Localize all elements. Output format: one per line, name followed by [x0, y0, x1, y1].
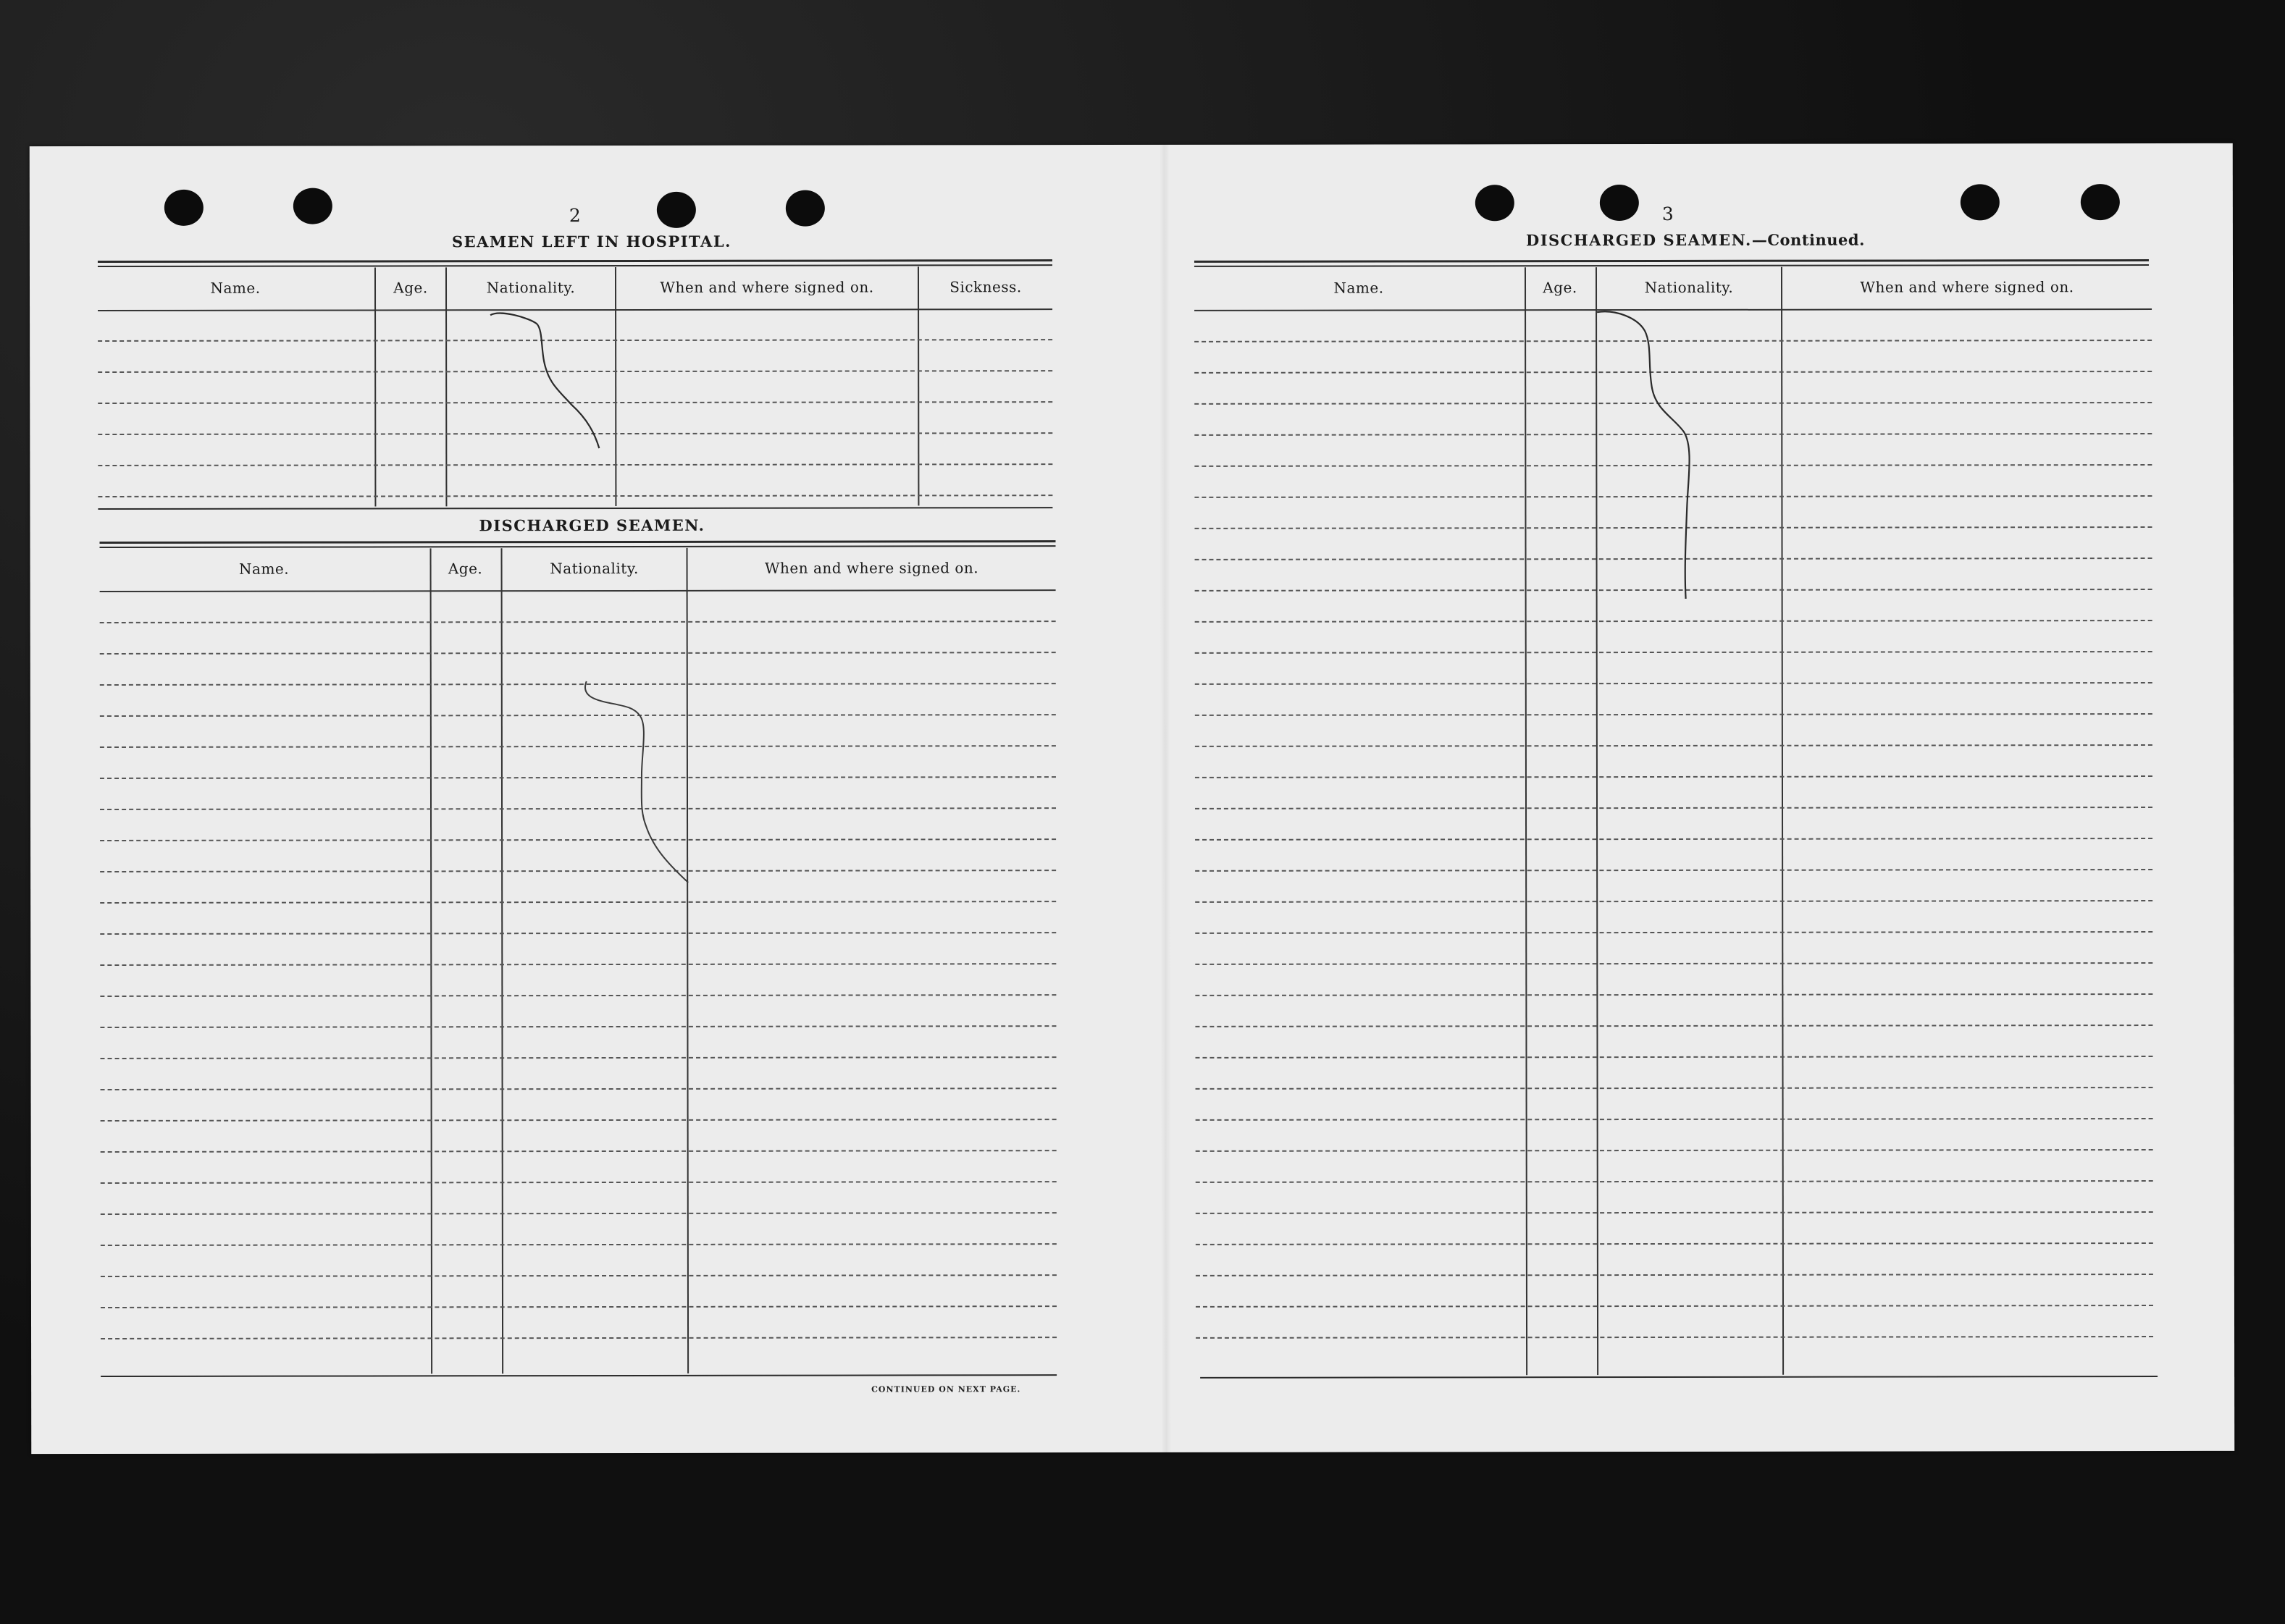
- ruled-line: [1195, 993, 2152, 996]
- ruled-line: [1195, 713, 2152, 716]
- ruled-line: [1195, 900, 2152, 903]
- ruled-line: [101, 1119, 1057, 1122]
- hospital-section-title: SEAMEN LEFT IN HOSPITAL.: [451, 232, 731, 251]
- punch-hole: [164, 190, 204, 226]
- ledger-sheet: [30, 143, 2235, 1454]
- punch-hole: [1961, 184, 2000, 220]
- ruled-line: [101, 1212, 1057, 1215]
- ruled-line: [1195, 869, 2152, 872]
- ruled-line: [100, 807, 1056, 810]
- ruled-line: [100, 1025, 1056, 1028]
- ruled-line: [100, 1056, 1056, 1059]
- hospital-col-sickness: Sickness.: [949, 278, 1022, 296]
- hospital-top-rule: [98, 259, 1052, 263]
- discharged-col-signed-on: When and where signed on.: [764, 559, 979, 577]
- ruled-line: [1195, 1056, 2152, 1059]
- ruled-line: [1196, 1118, 2153, 1121]
- punch-hole: [1600, 185, 1639, 221]
- ruled-line: [100, 683, 1056, 686]
- pen-stroke-mark: [581, 674, 741, 1080]
- center-fold: [1160, 145, 1172, 1452]
- discharged-col-age: Age.: [448, 560, 483, 578]
- ruled-line: [1195, 838, 2152, 841]
- punch-hole: [786, 190, 825, 227]
- ruled-line: [1196, 1180, 2153, 1183]
- ruled-line: [101, 1243, 1057, 1246]
- hospital-col-nationality: Nationality.: [486, 279, 576, 297]
- discharged-section-title: DISCHARGED SEAMEN.: [479, 516, 705, 535]
- ruled-line: [1196, 1149, 2153, 1152]
- ruled-line: [100, 620, 1056, 623]
- right-top-rule: [1194, 259, 2149, 263]
- discharged-continued-title: [1478, 230, 1913, 249]
- ruled-line: [101, 1337, 1057, 1339]
- ruled-line: [1195, 1025, 2152, 1027]
- discharged-bottom-rule: [101, 1374, 1057, 1377]
- ruled-line: [100, 901, 1056, 904]
- ruled-line: [1196, 1242, 2153, 1245]
- discharged-col-name: Name.: [238, 560, 290, 578]
- ruled-line: [100, 994, 1056, 997]
- ruled-line: [1195, 775, 2152, 778]
- ruled-line: [101, 1181, 1057, 1184]
- right-col-nationality: Nationality.: [1644, 278, 1734, 297]
- hospital-bottom-rule: [98, 507, 1052, 510]
- ruled-line: [100, 870, 1056, 872]
- ruled-line: [1196, 1305, 2153, 1308]
- pen-stroke-mark: [486, 311, 653, 499]
- ruled-line: [100, 932, 1056, 935]
- pen-stroke-mark: [1594, 309, 1740, 657]
- hospital-col-name: Name.: [210, 279, 261, 297]
- discharged-top-rule: [100, 540, 1056, 544]
- ruled-line: [1195, 682, 2152, 685]
- page-number-right: 3: [1661, 203, 1674, 224]
- ruled-line: [1196, 1087, 2153, 1090]
- ruled-line: [101, 1305, 1057, 1308]
- ruled-line: [1195, 807, 2152, 809]
- right-col-signed-on: When and where signed on.: [1860, 278, 2074, 296]
- ruled-line: [100, 838, 1056, 841]
- ruled-line: [100, 776, 1056, 779]
- ruled-line: [1195, 931, 2152, 934]
- ruled-line: [100, 652, 1056, 655]
- ruled-line: [1195, 744, 2152, 747]
- punch-hole: [657, 192, 696, 228]
- discharged-continued-title-suffix: —Continued.: [1751, 230, 1865, 249]
- punch-hole: [1475, 185, 1514, 221]
- ruled-line: [1196, 1211, 2153, 1214]
- ruled-line: [101, 1087, 1057, 1090]
- punch-hole: [293, 188, 332, 224]
- ruled-line: [101, 1150, 1057, 1153]
- discharged-continued-title-main: DISCHARGED SEAMEN.: [1525, 230, 1752, 250]
- ruled-line: [101, 1274, 1057, 1277]
- punch-hole: [2081, 184, 2120, 220]
- discharged-table: [100, 547, 1057, 1374]
- page-number-left: 2: [569, 205, 581, 227]
- discharged-rows: [100, 589, 1057, 1373]
- ruled-line: [100, 714, 1056, 717]
- ruled-line: [100, 963, 1056, 966]
- hospital-col-signed-on: When and where signed on.: [660, 278, 874, 296]
- hospital-col-age: Age.: [393, 279, 428, 297]
- continued-note: CONTINUED ON NEXT PAGE.: [871, 1384, 1021, 1394]
- ruled-line: [1196, 1336, 2153, 1339]
- right-col-age: Age.: [1543, 279, 1577, 297]
- ruled-line: [1195, 962, 2152, 965]
- right-bottom-rule: [1200, 1376, 2158, 1379]
- right-col-name: Name.: [1333, 279, 1384, 297]
- discharged-col-nationality: Nationality.: [550, 559, 639, 578]
- ruled-line: [1196, 1274, 2153, 1276]
- ruled-line: [100, 745, 1056, 748]
